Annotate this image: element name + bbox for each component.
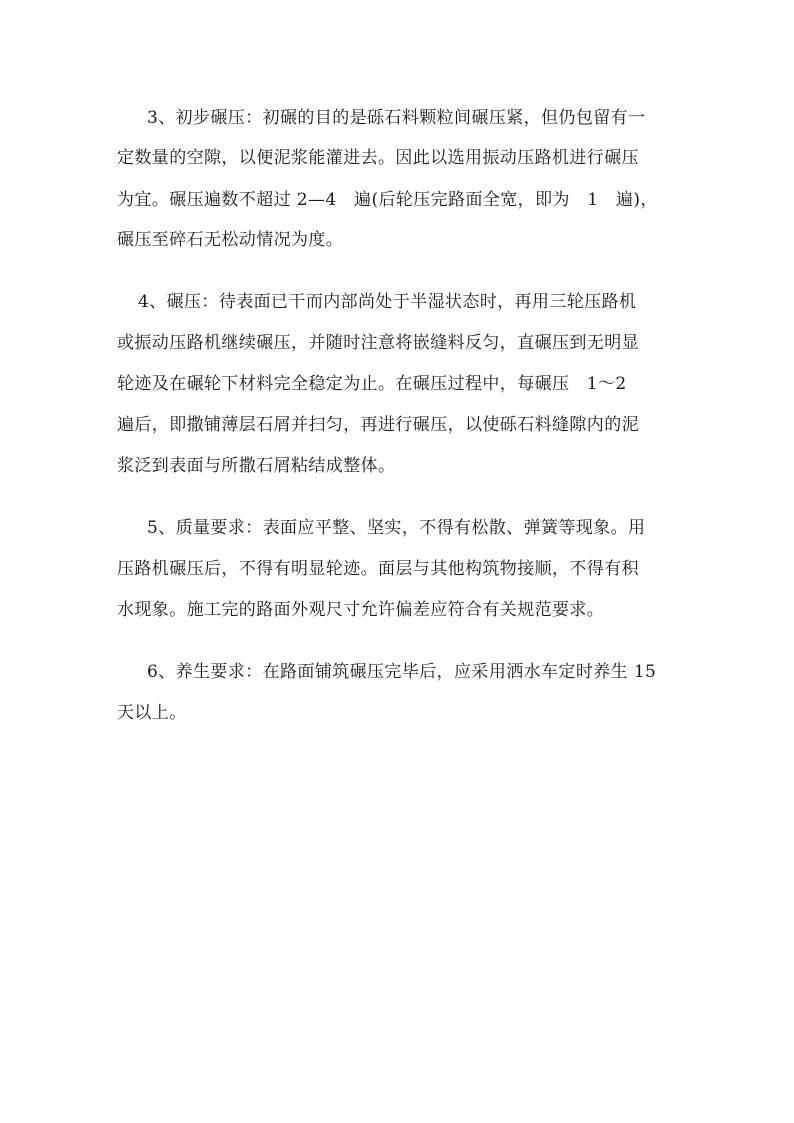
paragraph-3-line-1: 5、质量要求：表面应平整、坚实，不得有松散、弹簧等现象。用 bbox=[147, 518, 646, 538]
paragraph-2-line-5: 浆泛到表面与所撒石屑粘结成整体。 bbox=[117, 456, 396, 476]
paragraph-3-line-2: 压路机碾压后，不得有明显轮迹。面层与其他构筑物接顺，不得有积 bbox=[117, 559, 639, 579]
paragraph-4-line-1: 6、养生要求：在路面铺筑碾压完毕后，应采用洒水车定时养生 15 bbox=[147, 662, 657, 682]
paragraph-2-line-1: 4、碾压：待表面已干而内部尚处于半湿状态时，再用三轮压路机 bbox=[138, 292, 637, 312]
paragraph-1-line-4: 碾压至碎石无松动情况为度。 bbox=[117, 230, 344, 250]
paragraph-2-line-2: 或振动压路机继续碾压，并随时注意将嵌缝料反匀，直碾压到无明显 bbox=[117, 333, 639, 353]
paragraph-3-line-3: 水现象。施工完的路面外观尺寸允许偏差应符合有关规范要求。 bbox=[117, 600, 605, 620]
paragraph-1-line-1: 3、初步碾压：初碾的目的是砾石料颗粒间碾压紧，但仍包留有一 bbox=[147, 108, 646, 128]
paragraph-2-line-3: 轮迹及在碾轮下材料完全稳定为止。在碾压过程中，每碾压 1～2 bbox=[117, 374, 627, 394]
paragraph-2-line-4: 遍后，即撒铺薄层石屑并扫匀，再进行碾压，以使砾石料缝隙内的泥 bbox=[117, 415, 639, 435]
paragraph-4-line-2: 天以上。 bbox=[117, 703, 187, 723]
paragraph-1-line-2: 定数量的空隙，以便泥浆能灌进去。因此以选用振动压路机进行碾压 bbox=[117, 148, 639, 168]
paragraph-1-line-3: 为宜。碾压遍数不超过 2—4 遍(后轮压完路面全宽，即为 1 遍)， bbox=[117, 190, 658, 210]
